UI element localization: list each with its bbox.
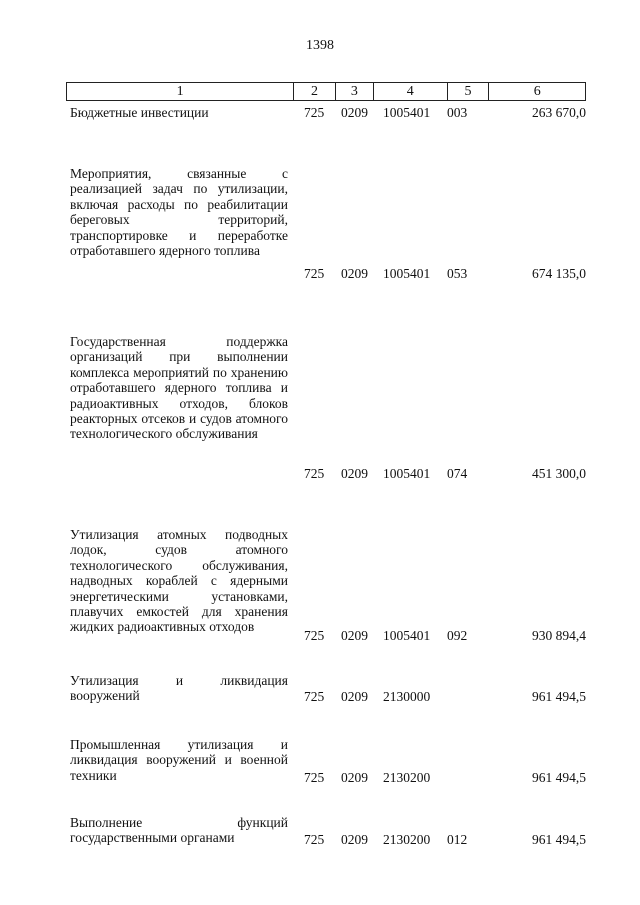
row-article: 1005401 [383,628,431,643]
row-code: 725 [304,105,325,120]
row-code: 725 [304,466,325,481]
row-name: Выполнение функций государственными органами [70,815,288,846]
table-row [70,815,586,851]
row-sum: 674 135,0 [532,266,586,281]
row-section: 0209 [341,689,368,704]
row-name: Утилизация атомных подводных лодок, судов атомного технологического обслуживания, надводных кораблей с ядерными энергетическими установками, плавучих емкостей для хранения жидких радиоактивных отходов [70,527,288,635]
row-code: 725 [304,266,325,281]
header-col-5: 5 [448,83,490,100]
row-section: 0209 [341,266,368,281]
row-code: 725 [304,770,325,785]
row-sum: 263 670,0 [532,105,586,120]
table-row [70,673,586,709]
header-col-3: 3 [336,83,374,100]
table-row [70,737,586,789]
row-article: 1005401 [383,266,431,281]
header-col-6: 6 [533,84,541,99]
row-name: Мероприятия, связанные с реализацией задач по утилизации, включая расходы по реабилитации береговых территорий, транспортировке и переработке отработавшего ядерного топлива [70,166,288,259]
row-type: 012 [447,832,468,847]
header-col-4: 4 [374,83,448,100]
row-sum: 961 494,5 [532,689,586,704]
row-name: Промышленная утилизация и ликвидация вооружений и военной техники [70,737,288,783]
row-name: Утилизация и ликвидация вооружений [70,673,288,704]
row-article: 2130200 [383,770,431,785]
row-article: 1005401 [383,466,431,481]
row-section: 0209 [341,466,368,481]
table-row [70,105,586,125]
row-type: 053 [447,266,468,281]
row-section: 0209 [341,832,368,847]
row-sum: 961 494,5 [532,832,586,847]
row-name: Государственная поддержка организаций при выполнении комплекса мероприятий по хранению отработавшего ядерного топлива и радиоактивных отходов, блоков реакторных отсеков и судов атомного технологического обслуживания [70,334,288,442]
row-type: 074 [447,466,468,481]
table-row [70,527,586,647]
row-name: Бюджетные инвестиции [70,105,209,120]
table-row [70,334,586,484]
row-section: 0209 [341,105,368,120]
row-code: 725 [304,832,325,847]
row-section: 0209 [341,770,368,785]
row-type: 092 [447,628,468,643]
row-article: 2130200 [383,832,431,847]
row-type: 003 [447,105,468,120]
row-section: 0209 [341,628,368,643]
table-header [66,82,586,101]
row-sum: 930 894,4 [532,628,586,643]
header-col-1: 1 [67,83,294,100]
row-code: 725 [304,689,325,704]
row-article: 2130000 [383,689,431,704]
page-number: 1398 [306,38,334,53]
row-sum: 451 300,0 [532,466,586,481]
row-code: 725 [304,628,325,643]
row-sum: 961 494,5 [532,770,586,785]
row-article: 1005401 [383,105,431,120]
header-col-2: 2 [294,83,336,100]
table-row [70,166,586,286]
